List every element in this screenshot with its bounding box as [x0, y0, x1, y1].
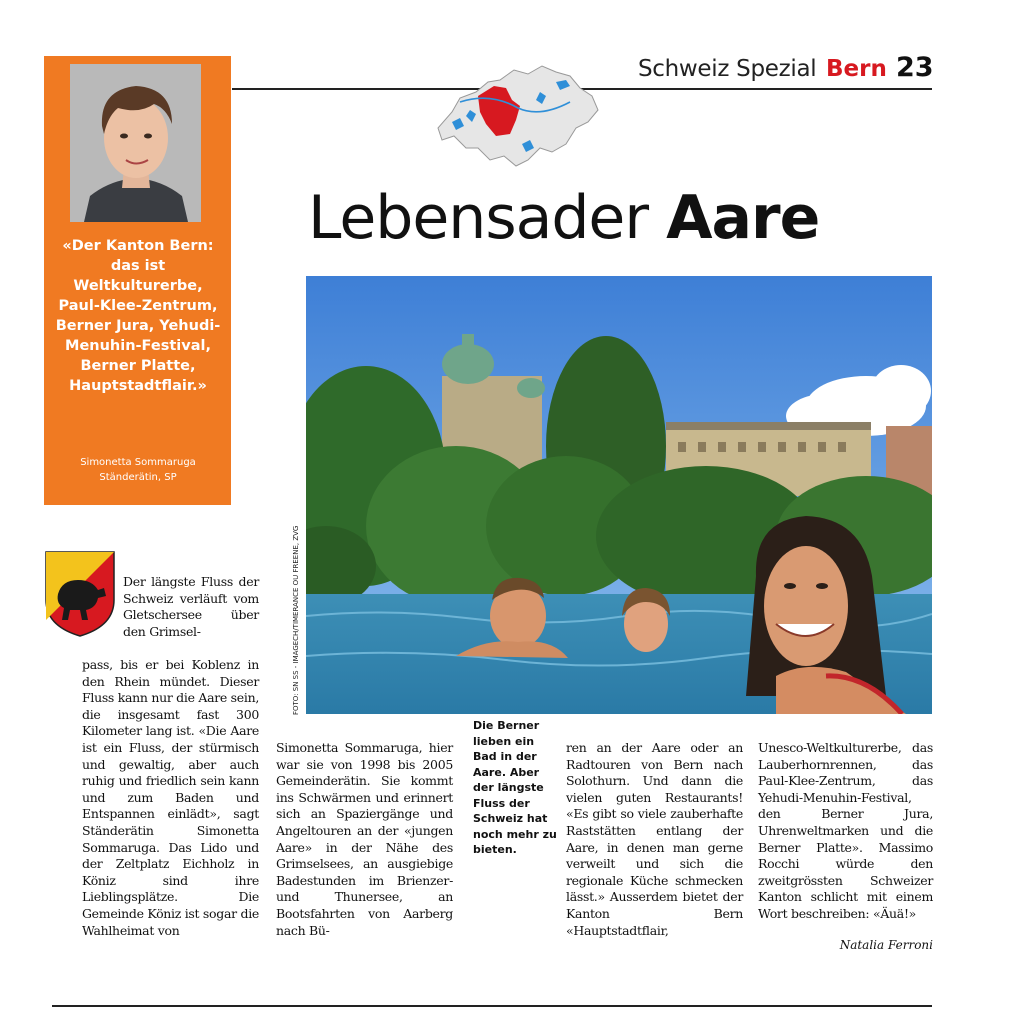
quote-author-role: Ständerätin, SP: [99, 472, 177, 483]
swiss-map-icon: [430, 52, 605, 172]
aare-swimmers-photo: [306, 276, 932, 714]
photo-caption: Die Berner lieben ein Bad in der Aare. Aber der längste Fluss der Schweiz hat noch mehr zu bieten.: [473, 719, 557, 856]
bern-coat-of-arms-icon: [44, 550, 116, 638]
article-column-1: pass, bis er bei Koblenz in den Rhein mündet. Dieser Fluss kann nur die Aare sein, die insgesamt fast 300 Kilometer lang ist. «Die Aare ist ein Fluss, der stürmisch und gewaltig, aber auch ruhig und friedlich sein kann und zum Baden und Entspannen einlädt», sagt Ständerätin Simonetta Sommaruga. Das Lido und der Zeltplatz Eichholz in Köniz sind ihre Lieblingsplätze. Die Gemeinde Köniz ist sogar die Wahlheimat von: [82, 657, 260, 938]
headline: [308, 183, 820, 253]
section-label: Schweiz Spezial: [638, 56, 817, 82]
region-label: Bern: [826, 56, 887, 82]
portrait: [70, 64, 201, 222]
photo-credit: FOTO: SN SS - IMAGECH/TIMERANCE OU FREENE, ZVG: [292, 525, 300, 715]
article-column-3: ren an der Aare oder an Radtouren von Bern nach Solothurn. Und dann die vielen guten Restaurants! «Es gibt so viele zauberhafte Raststätten entlang der Aare, in denen man gerne verweilt und sich die regionale Küche schmecken lässt.» Ausserdem bietet der Kanton Bern «Hauptstadtflair,: [566, 740, 743, 938]
quote-text: «Der Kanton Bern: das ist Weltkulturerbe, Paul-Klee-Zentrum, Berner Jura, Yehudi-Menuhin-Festival, Berner Platte, Hauptstadtflair.»: [55, 238, 221, 394]
page-number: 23: [896, 52, 934, 83]
article-photo: [306, 276, 932, 714]
quote-author: Simonetta Sommaruga: [80, 457, 196, 468]
headline-light: Lebensader: [308, 183, 649, 253]
author-byline: Natalia Ferroni: [839, 938, 933, 952]
headline-bold: Aare: [666, 183, 820, 253]
article-column-1-top: Der längste Fluss der Schweiz verläuft vom Gletschersee über den Grimsel-: [123, 574, 259, 639]
article-column-2: Simonetta Sommaruga, hier war sie von 1998 bis 2005 Gemeinderätin. Sie kommt ins Schwärmen und erinnert sich an Spaziergänge und Angeltouren an der «jungen Aare» in der Nähe des Grimselsees, an ausgiebige Badestunden im Brienzer- und Thunersee, an Bootsfahrten von Aarberg nach Bü-: [276, 740, 453, 938]
quote-author-block: [52, 455, 224, 485]
portrait-photo: [70, 64, 201, 222]
article-column-4: Unesco-Weltkulturerbe, das Lauberhornrennen, das Paul-Klee-Zentrum, das Yehudi-Menuhin-Festival, den Berner Jura, Uhrenweltmarken und die Berner Platte». Massimo Rocchi würde den zweitgrössten Schweizer Kanton schlicht mit einem Wort beschreiben: «Äuä!»: [758, 740, 933, 921]
footer-rule: [52, 1005, 932, 1007]
